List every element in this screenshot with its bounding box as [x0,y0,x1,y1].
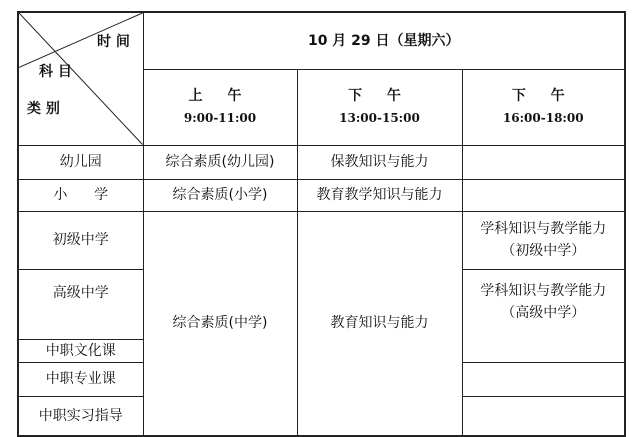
period-header-afternoon [297,69,462,145]
header-corner-cell [18,12,143,145]
subject-cell-junior-high [462,211,625,269]
empty-cell [462,145,625,179]
period-time: 16:00-18:00 [502,111,584,125]
empty-cell [462,396,625,436]
period-time: 9:00-11:00 [183,111,257,125]
empty-cell [462,179,625,211]
subject-line: 学科知识与教学能力 [480,221,607,237]
subject-cell: 保教知识与能力 [297,145,462,179]
category-voc-major: 中职专业课 [18,362,143,396]
category-voc-intern: 中职实习指导 [18,396,143,436]
date-header: 10 月 29 日（星期六） [143,12,625,69]
category-voc-culture: 中职文化课 [18,339,143,362]
subject-cell: 教育教学知识与能力 [297,179,462,211]
period-name: 下 午 [511,88,575,104]
category-label: 类 别 [27,101,60,117]
subject-line: 学科知识与教学能力 [480,282,607,299]
category-junior-high: 初级中学 [18,211,143,269]
subject-cell: 综合素质(小学) [143,179,297,211]
period-name: 上 午 [188,88,252,104]
category-kindergarten: 幼儿园 [18,145,143,179]
subject-cell-secondary-afternoon: 教育知识与能力 [297,211,462,436]
period-name: 下 午 [348,88,411,104]
subject-note: （初级中学） [501,243,586,259]
period-header-morning [143,69,297,145]
subject-cell-senior-high [462,269,625,362]
empty-cell [462,362,625,396]
period-time: 13:00-15:00 [339,111,420,125]
category-primary: 小 学 [18,179,143,211]
subject-note: （高级中学） [501,304,586,321]
category-senior-high: 高级中学 [18,269,143,339]
period-header-late-afternoon [462,69,625,145]
subject-label: 科 目 [39,64,72,80]
subject-cell: 综合素质(幼儿园) [143,145,297,179]
time-label: 时 间 [97,34,130,50]
exam-schedule-table [17,11,626,437]
subject-cell-secondary-morning: 综合素质(中学) [143,211,297,436]
